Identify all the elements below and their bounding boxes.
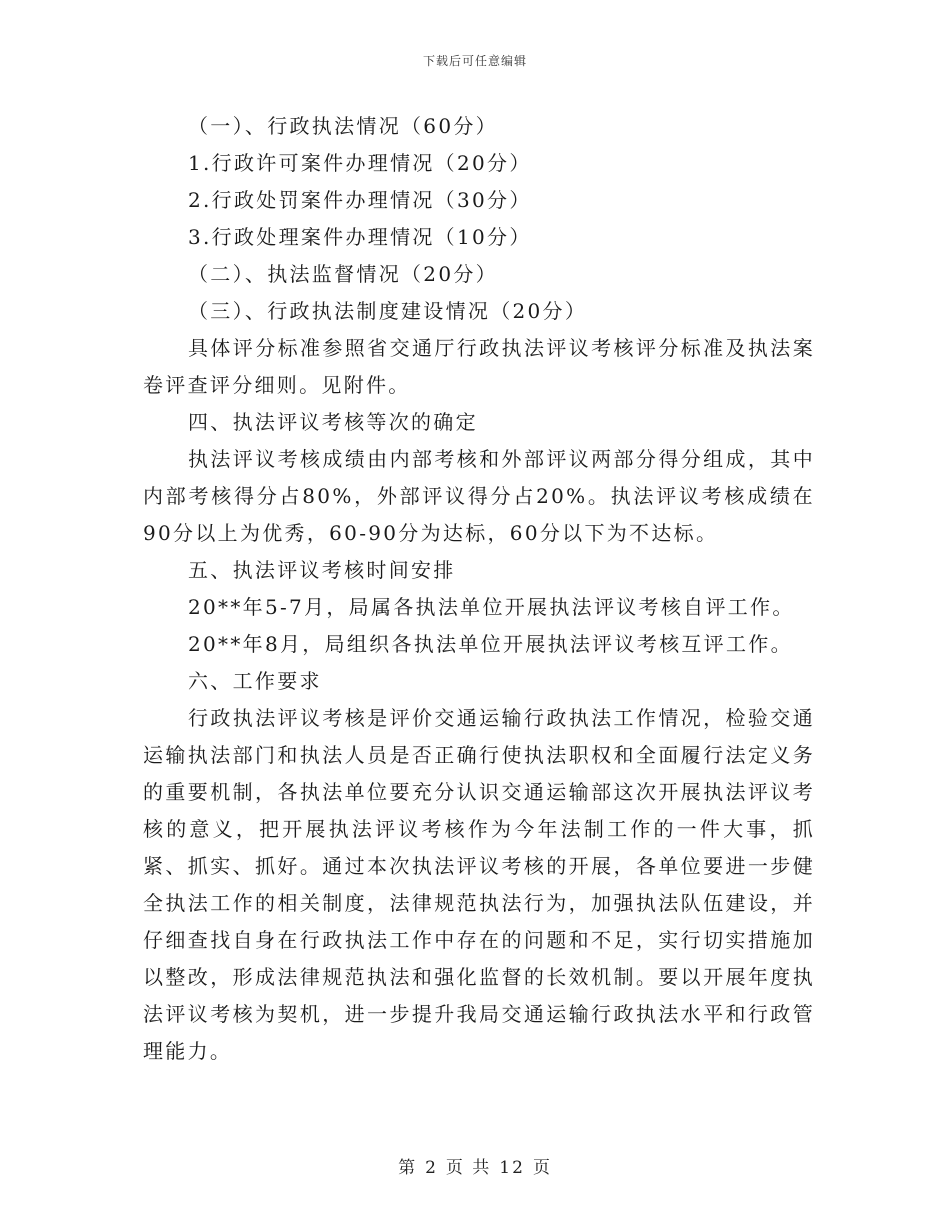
footer-prefix: 第	[398, 1158, 418, 1178]
section-heading-1: （一）、行政执法情况（60分）	[188, 114, 498, 138]
document-body	[143, 108, 815, 1070]
page-footer	[0, 1153, 950, 1178]
item-3: 3.行政处理案件办理情况（10分）	[188, 225, 532, 249]
page-header: 下载后可任意编辑	[422, 54, 527, 68]
item-1: 1.行政许可案件办理情况（20分）	[188, 151, 532, 175]
heading-five: 五、执法评议考核时间安排	[188, 558, 456, 582]
paragraph-scoring: 具体评分标准参照省交通厅行政执法评议考核评分标准及执法案卷评查评分细则。见附件。	[143, 336, 815, 397]
paragraph-requirements: 行政执法评议考核是评价交通运输行政执法工作情况，检验交通运输执法部门和执法人员是否正确行使执法职权和全面履行法定义务的重要机制，各执法单位要充分认识交通运输部这次开展执法评议考核的意义，把开展执法评议考核作为今年法制工作的一件大事，抓紧、抓实、抓好。通过本次执法评议考核的开展，各单位要进一步健全执法工作的相关制度，法律规范执法行为，加强执法队伍建设，并仔细查找自身在行政执法工作中存在的问题和不足，实行切实措施加以整改，形成法律规范执法和强化监督的长效机制。要以开展年度执法评议考核为契机，进一步提升我局交通运输行政执法水平和行政管理能力。	[143, 706, 815, 1063]
heading-four: 四、执法评议考核等次的确定	[188, 410, 478, 434]
paragraph-grades: 执法评议考核成绩由内部考核和外部评议两部分得分组成，其中内部考核得分占80%，外部评议得分占20%。执法评议考核成绩在90分以上为优秀，60-90分为达标，60分以下为不达标。	[143, 447, 815, 545]
footer-mid: 页 共	[445, 1158, 492, 1178]
total-pages: 12	[499, 1158, 525, 1178]
schedule-line-2: 20**年8月，局组织各执法单位开展执法评议考核互评工作。	[188, 632, 793, 656]
section-heading-2: （二）、执法监督情况（20分）	[188, 262, 498, 286]
heading-six: 六、工作要求	[188, 669, 322, 693]
item-2: 2.行政处罚案件办理情况（30分）	[188, 188, 532, 212]
page-number: 2	[425, 1158, 438, 1178]
section-heading-3: （三）、行政执法制度建设情况（20分）	[188, 299, 588, 323]
schedule-line-1: 20**年5-7月，局属各执法单位开展执法评议考核自评工作。	[188, 595, 795, 619]
footer-suffix: 页	[532, 1158, 552, 1178]
